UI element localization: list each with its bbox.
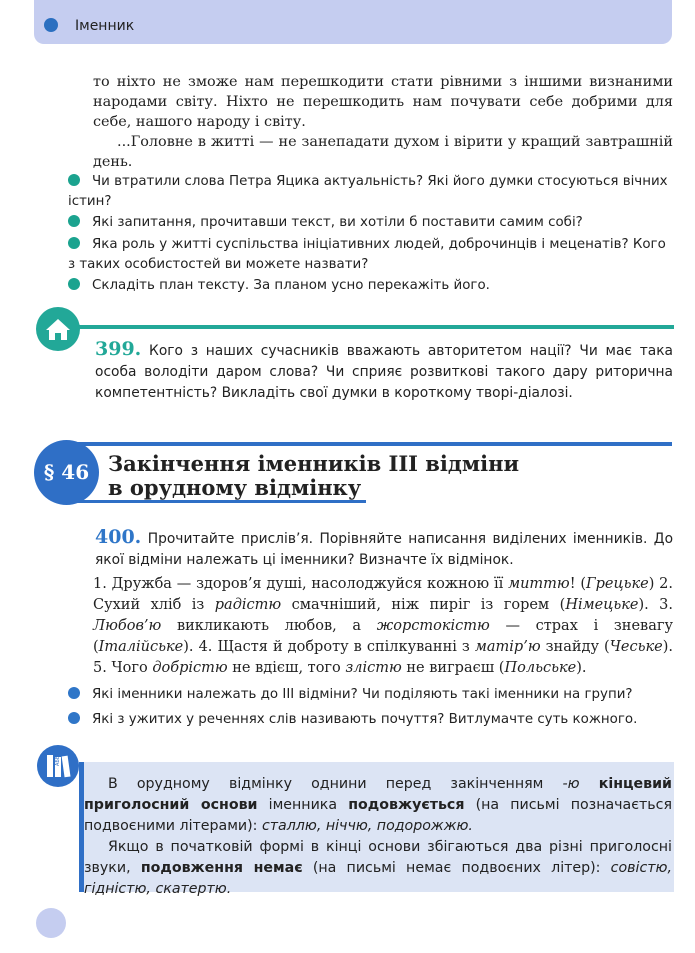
section-title-underline <box>74 500 366 503</box>
page-header-title: Іменник <box>75 18 135 34</box>
bullet-icon <box>68 687 80 699</box>
question-item: Які з ужитих у реченнях слів називають почуття? Витлумачте суть кожного. <box>68 710 673 730</box>
exercise-text: Прочитайте прислів’я. Порівняйте написання виділених іменників. До якої відміни належать ці іменники? Визначте їх відмінок. <box>95 531 674 568</box>
question-item: Яка роль у житті суспільства ініціативних людей, доброчинців і меценатів? Кого з таких особистостей ви можете назвати? <box>68 237 666 272</box>
section-divider <box>74 442 672 446</box>
exercise-400 <box>95 527 673 571</box>
bullet-icon <box>68 712 80 724</box>
question-item: Чи втратили слова Петра Яцика актуальність? Які його думки стосуються вічних істин? <box>68 174 668 209</box>
exercise-number: 399. <box>95 338 142 360</box>
proverbs-text: 1. Дружба — здоров’я душі, насолоджуйся кожною її миттю! (Грецьке) 2. Сухий хліб із радістю смачніший, ніж пиріг із горем (Німецьке). 3. Любов’ю викликають любов, а жорстокістю — страх і зневагу (Італійське). 4. Щастя й доброту в спілкуванні з матір’ю знайду (Чеське). 5. Чого добрістю не вдієш, того злістю не виграєш (Польське). <box>93 576 674 676</box>
section-title: Закінчення іменників III відміни в орудному відмінку <box>108 451 520 500</box>
bullet-icon <box>68 215 80 227</box>
header-dot <box>44 18 58 32</box>
page-number-marker <box>36 908 66 938</box>
exercise-number: 400. <box>95 526 142 548</box>
rule-paragraph-2: Якщо в початковій формі в кінці основи збігаються два різні приголосні звуки, подовження немає (на письмі немає подвоєних літер): совістю, гідністю, скатертю. <box>84 839 672 897</box>
rule-text <box>84 774 672 900</box>
question-item: Які запитання, прочитавши текст, ви хотіли б поставити самим собі? <box>68 213 673 233</box>
bullet-icon <box>68 278 80 290</box>
exercise-text: Кого з наших сучасників вважають авторитетом нації? Чи має така особа володіти даром слова? Чи сприяє розвиткові такого дару риторична компетентність? Викладіть свої думки в короткому творі-діалозі. <box>95 343 673 401</box>
exercise-399 <box>95 339 673 404</box>
rule-paragraph-1: В орудному відмінку однини перед закінченням -ю кінцевий приголосний основи іменника подовжується (на письмі позначається подвоєними літерами): сталлю, ніччю, подорожжю. <box>84 776 672 834</box>
books-icon <box>37 745 79 787</box>
bullet-icon <box>68 237 80 249</box>
homework-divider <box>78 325 674 329</box>
section-badge: § 46 <box>34 440 99 505</box>
svg-text:АБВ: АБВ <box>55 755 61 766</box>
homework-icon <box>36 307 80 351</box>
text-paragraph-2: ...Головне в житті — не занепадати духом і вірити у кращий завтрашній день. <box>93 134 673 170</box>
question-item: Складіть план тексту. За планом усно перекажіть його. <box>68 276 673 296</box>
question-item: Які іменники належать до III відміни? Чи поділяють такі іменники на групи? <box>68 685 673 705</box>
bullet-icon <box>68 174 80 186</box>
text-paragraph-1: то ніхто не зможе нам перешкодити стати рівними з іншими визнаними народами світу. Ніхто не перешкодить нам почувати себе добрими для себе, нашого народу і світу. <box>93 74 673 130</box>
